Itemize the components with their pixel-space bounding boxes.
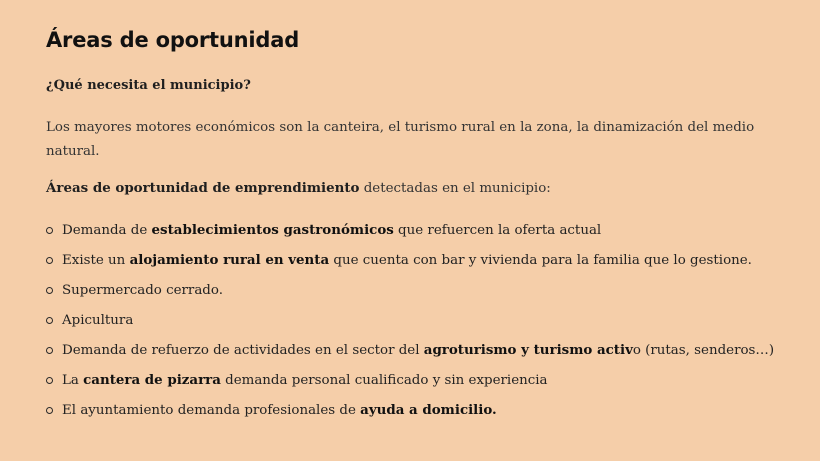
list-item	[46, 365, 774, 395]
item-text: que cuenta con bar y vivienda para la familia que lo gestione.	[329, 253, 752, 268]
item-text: que refuercen la oferta actual	[393, 223, 602, 238]
list-item	[46, 215, 774, 245]
circle-bullet-icon	[46, 317, 53, 324]
circle-bullet-icon	[46, 407, 53, 414]
item-text: Supermercado cerrado.	[62, 283, 223, 298]
item-text: Existe un	[62, 253, 130, 268]
item-bold: cantera de pizarra	[83, 372, 221, 388]
circle-bullet-icon	[46, 377, 53, 384]
circle-bullet-icon	[46, 347, 53, 354]
item-text: La	[62, 373, 84, 388]
page-title: Áreas de oportunidad	[46, 28, 300, 52]
circle-bullet-icon	[46, 227, 53, 234]
item-text: o (rutas, senderos…)	[632, 343, 775, 358]
item-text: Apicultura	[62, 313, 134, 328]
list-item	[46, 305, 774, 335]
areas-paragraph	[46, 176, 774, 201]
list-item	[46, 245, 774, 275]
item-text: El ayuntamiento demanda profesionales de	[62, 403, 361, 418]
areas-rest: detectadas en el municipio:	[359, 181, 551, 196]
intro-paragraph: Los mayores motores económicos son la canteira, el turismo rural en la zona, la dinamización del medio natural.	[46, 120, 755, 159]
item-bold: agroturismo y turismo activ	[423, 342, 633, 358]
list-item	[46, 395, 774, 425]
item-bold: establecimientos gastronómicos	[151, 222, 394, 238]
list-item	[46, 275, 774, 305]
item-text: demanda personal cualificado y sin experiencia	[220, 373, 548, 388]
item-bold: ayuda a domicilio.	[360, 402, 497, 418]
areas-bold: Áreas de oportunidad de emprendimiento	[46, 180, 360, 196]
item-text: Demanda de	[62, 223, 152, 238]
item-text: Demanda de refuerzo de actividades en el sector del	[62, 343, 424, 358]
opportunity-list	[46, 215, 774, 425]
circle-bullet-icon	[46, 257, 53, 264]
item-bold: alojamiento rural en venta	[129, 252, 330, 268]
question-heading: ¿Qué necesita el municipio?	[46, 78, 251, 93]
circle-bullet-icon	[46, 287, 53, 294]
list-item	[46, 335, 774, 365]
